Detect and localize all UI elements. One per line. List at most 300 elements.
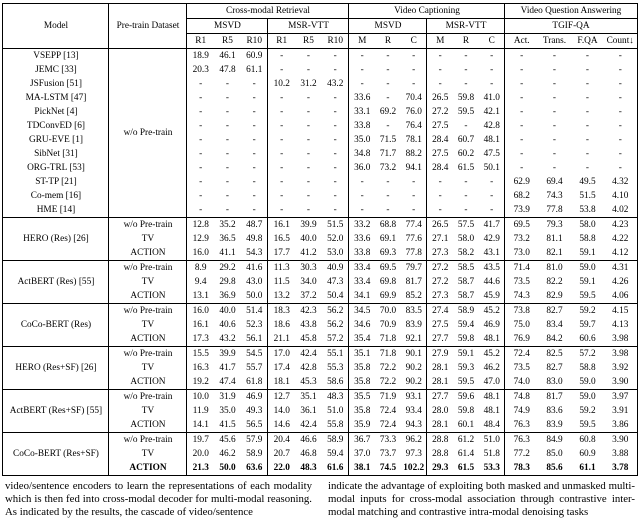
- metric-value-cell: 54.3: [241, 246, 268, 261]
- model-name-cell: SibNet [31]: [3, 147, 109, 161]
- metric-value-cell: 3.78: [612, 463, 629, 473]
- metric-value-cell: 14.1: [192, 420, 209, 430]
- metric-value-cell: 76.4: [401, 119, 427, 133]
- metric-value-cell: 60.8: [579, 435, 596, 445]
- metric-value-cell: 60.7: [457, 135, 475, 145]
- metric-value-cell: 46.2: [219, 449, 236, 459]
- metric-value-cell: 58.9: [322, 433, 349, 448]
- metric-value-cell: 71.7: [379, 149, 397, 159]
- table-row: [3, 218, 637, 233]
- metric-value-cell: 43.5: [479, 261, 505, 276]
- metric-value-cell: 50.4: [322, 289, 349, 304]
- metric-value-cell: -: [585, 51, 590, 61]
- metric-value-cell: 11.5: [273, 277, 290, 287]
- metric-value-cell: -: [585, 79, 590, 89]
- metric-value-cell: -: [479, 63, 505, 77]
- metric-value-cell: 11.3: [273, 263, 290, 273]
- metric-value-cell: 42.8: [300, 363, 317, 373]
- model-name-cell: Co-mem [16]: [3, 189, 109, 203]
- metric-value-cell: -: [401, 203, 427, 218]
- metric-value-cell: 76.3: [513, 420, 530, 430]
- metric-value-cell: -: [306, 205, 311, 215]
- metric-value-cell: 41.6: [241, 261, 268, 276]
- metric-value-cell: 17.4: [273, 363, 290, 373]
- metric-value-cell: 28.8: [432, 449, 449, 459]
- metric-value-cell: 35.0: [354, 135, 371, 145]
- metric-value-cell: -: [520, 93, 524, 103]
- metric-value-cell: 78.3: [513, 463, 530, 473]
- metric-value-cell: 42.8: [479, 119, 505, 133]
- metric-value-cell: -: [438, 65, 442, 75]
- metric-value-cell: 35.4: [354, 334, 371, 344]
- metric-value-cell: 68.2: [513, 191, 530, 201]
- metric-value-cell: 27.4: [432, 306, 449, 316]
- metric-value-cell: 4.32: [612, 177, 629, 187]
- pretrain-cell: TV: [109, 361, 187, 375]
- header-metric: F.QA: [571, 34, 604, 49]
- metric-value-cell: 4.13: [612, 320, 629, 330]
- metric-value-cell: 45.6: [219, 435, 236, 445]
- metric-value-cell: 48.1: [479, 332, 505, 347]
- metric-value-cell: 71.5: [379, 135, 397, 145]
- pretrain-cell: ACTION: [109, 246, 187, 261]
- metric-value-cell: -: [520, 135, 524, 145]
- metric-value-cell: 4.15: [612, 306, 629, 316]
- metric-value-cell: 27.2: [432, 277, 449, 287]
- metric-value-cell: 35.2: [219, 220, 236, 230]
- metric-value-cell: 35.5: [354, 392, 371, 402]
- metric-value-cell: -: [386, 93, 390, 103]
- model-name-cell: HERO (Res) [26]: [3, 218, 109, 261]
- metric-value-cell: -: [322, 49, 349, 64]
- metric-value-cell: -: [199, 135, 203, 145]
- metric-value-cell: -: [199, 163, 203, 173]
- metric-value-cell: 34.5: [354, 306, 371, 316]
- metric-value-cell: -: [280, 65, 284, 75]
- model-name-cell: HERO (Res+SF) [26]: [3, 347, 109, 390]
- metric-value-cell: 4.10: [612, 191, 629, 201]
- model-name-cell: ORG-TRL [53]: [3, 161, 109, 175]
- metric-value-cell: 50.0: [241, 289, 268, 304]
- metric-value-cell: -: [322, 161, 349, 175]
- header-metric: R1: [187, 34, 214, 49]
- pretrain-cell: TV: [109, 447, 187, 461]
- metric-value-cell: 59.8: [457, 334, 475, 344]
- metric-value-cell: 59.1: [579, 277, 596, 287]
- metric-value-cell: -: [552, 93, 557, 103]
- metric-value-cell: 69.9: [379, 291, 397, 301]
- metric-value-cell: 58.9: [457, 306, 475, 316]
- metric-value-cell: 59.1: [579, 248, 596, 258]
- metric-value-cell: 37.0: [354, 449, 371, 459]
- metric-value-cell: -: [479, 49, 505, 64]
- metric-value-cell: 29.2: [219, 263, 236, 273]
- metric-value-cell: -: [438, 205, 442, 215]
- header-metric: R: [453, 34, 479, 49]
- metric-value-cell: -: [322, 63, 349, 77]
- metric-value-cell: -: [322, 203, 349, 218]
- header-model: Model: [3, 4, 109, 49]
- metric-value-cell: -: [618, 149, 622, 159]
- metric-value-cell: 59.2: [579, 306, 596, 316]
- metric-value-cell: 58.7: [457, 277, 475, 287]
- table-row: [3, 77, 637, 91]
- paper-page: [0, 3, 640, 518]
- metric-value-cell: 94.3: [401, 418, 427, 433]
- metric-value-cell: -: [464, 79, 468, 89]
- metric-value-cell: 72.4: [379, 406, 397, 416]
- metric-value-cell: 33.4: [354, 277, 371, 287]
- metric-value-cell: -: [585, 93, 590, 103]
- metric-value-cell: -: [386, 121, 390, 131]
- pretrain-cell: w/o Pre-train: [109, 49, 187, 218]
- metric-value-cell: 69.3: [379, 248, 397, 258]
- metric-value-cell: -: [280, 163, 284, 173]
- metric-value-cell: -: [306, 191, 311, 201]
- metric-value-cell: 59.5: [457, 107, 475, 117]
- table-row: [3, 304, 637, 319]
- metric-value-cell: 60.6: [579, 334, 596, 344]
- header-pretrain: Pre-train Dataset: [109, 4, 187, 49]
- metric-value-cell: 71.8: [379, 349, 397, 359]
- metric-value-cell: -: [401, 63, 427, 77]
- metric-value-cell: 76.3: [513, 435, 530, 445]
- metric-value-cell: 3.98: [612, 349, 629, 359]
- metric-value-cell: -: [280, 93, 284, 103]
- metric-value-cell: 20.7: [273, 449, 290, 459]
- metric-value-cell: -: [199, 121, 203, 131]
- metric-value-cell: 28.1: [432, 363, 449, 373]
- metric-value-cell: 3.97: [612, 392, 629, 402]
- metric-value-cell: 11.9: [192, 406, 209, 416]
- metric-value-cell: 39.9: [300, 220, 317, 230]
- metric-value-cell: 83.6: [546, 406, 563, 416]
- metric-value-cell: 46.1: [219, 51, 236, 61]
- metric-value-cell: 48.4: [479, 418, 505, 433]
- metric-value-cell: -: [306, 65, 311, 75]
- table-row: [3, 261, 637, 276]
- metric-value-cell: -: [386, 205, 390, 215]
- metric-value-cell: -: [199, 205, 203, 215]
- metric-value-cell: 76.9: [513, 334, 530, 344]
- metric-value-cell: 28.0: [432, 406, 449, 416]
- metric-value-cell: 63.6: [241, 461, 268, 476]
- metric-value-cell: 73.0: [513, 248, 530, 258]
- metric-value-cell: 48.3: [300, 463, 317, 473]
- metric-value-cell: 35.1: [354, 349, 371, 359]
- metric-value-cell: 58.0: [457, 234, 475, 244]
- metric-value-cell: -: [585, 107, 590, 117]
- metric-value-cell: 76.0: [401, 105, 427, 119]
- metric-value-cell: -: [386, 191, 390, 201]
- metric-value-cell: 47.8: [219, 65, 236, 75]
- metric-value-cell: 83.4: [546, 320, 563, 330]
- header-task-group: Video Captioning: [349, 4, 505, 19]
- metric-value-cell: 12.9: [192, 234, 209, 244]
- metric-value-cell: -: [322, 189, 349, 203]
- metric-value-cell: -: [386, 79, 390, 89]
- model-group: [3, 261, 637, 304]
- metric-value-cell: 3.92: [612, 363, 629, 373]
- metric-value-cell: -: [438, 177, 442, 187]
- metric-value-cell: 13.1: [192, 291, 209, 301]
- metric-value-cell: 59.5: [579, 420, 596, 430]
- model-name-cell: ST-TP [21]: [3, 175, 109, 189]
- metric-value-cell: 21.3: [192, 463, 209, 473]
- metric-value-cell: -: [552, 121, 557, 131]
- metric-value-cell: 59.2: [579, 406, 596, 416]
- metric-value-cell: -: [241, 133, 268, 147]
- metric-value-cell: 82.1: [546, 248, 563, 258]
- metric-value-cell: -: [438, 79, 442, 89]
- metric-value-cell: -: [225, 107, 230, 117]
- metric-value-cell: -: [322, 175, 349, 189]
- metric-value-cell: 82.7: [546, 306, 563, 316]
- metric-value-cell: 34.0: [300, 277, 317, 287]
- metric-value-cell: 49.3: [241, 404, 268, 418]
- metric-value-cell: 59.8: [457, 93, 475, 103]
- metric-value-cell: -: [199, 149, 203, 159]
- metric-value-cell: -: [520, 163, 524, 173]
- metric-value-cell: 43.1: [479, 246, 505, 261]
- metric-value-cell: 39.9: [219, 349, 236, 359]
- metric-value-cell: -: [520, 149, 524, 159]
- metric-value-cell: -: [618, 107, 622, 117]
- baseline-group: [3, 49, 637, 218]
- metric-value-cell: 28.4: [432, 163, 449, 173]
- metric-value-cell: -: [306, 121, 311, 131]
- metric-value-cell: 59.7: [579, 320, 596, 330]
- metric-value-cell: 72.2: [379, 377, 397, 387]
- metric-value-cell: 9.4: [194, 277, 207, 287]
- metric-value-cell: 57.2: [322, 332, 349, 347]
- metric-value-cell: 57.9: [241, 433, 268, 448]
- metric-value-cell: 71.9: [379, 392, 397, 402]
- metric-value-cell: 62.9: [513, 177, 530, 187]
- model-name-cell: GRU-EVE [1]: [3, 133, 109, 147]
- metric-value-cell: 68.8: [379, 220, 397, 230]
- pretrain-cell: w/o Pre-train: [109, 347, 187, 362]
- metric-value-cell: 93.1: [401, 390, 427, 405]
- metric-value-cell: 56.1: [241, 332, 268, 347]
- metric-value-cell: -: [401, 175, 427, 189]
- metric-value-cell: -: [360, 177, 364, 187]
- metric-value-cell: 55.7: [241, 361, 268, 375]
- model-group: [3, 304, 637, 347]
- metric-value-cell: -: [322, 105, 349, 119]
- metric-value-cell: 19.7: [192, 435, 209, 445]
- metric-value-cell: 84.9: [546, 435, 563, 445]
- metric-value-cell: -: [464, 205, 468, 215]
- pretrain-cell: w/o Pre-train: [109, 218, 187, 233]
- model-name-cell: MA-LSTM [47]: [3, 91, 109, 105]
- metric-value-cell: 73.5: [513, 277, 530, 287]
- metric-value-cell: 81.1: [546, 234, 563, 244]
- metric-value-cell: 79.7: [401, 261, 427, 276]
- model-group: [3, 218, 637, 261]
- metric-value-cell: 58.8: [579, 363, 596, 373]
- metric-value-cell: 71.8: [379, 334, 397, 344]
- metric-value-cell: 37.2: [300, 291, 317, 301]
- metric-value-cell: 33.8: [354, 121, 371, 131]
- metric-value-cell: 27.9: [432, 349, 449, 359]
- model-group: [3, 433, 637, 476]
- metric-value-cell: 41.0: [479, 91, 505, 105]
- metric-value-cell: 73.8: [513, 306, 530, 316]
- table-row: [3, 63, 637, 77]
- header-task-group: Cross-modal Retrieval: [187, 4, 349, 19]
- metric-value-cell: 60.9: [579, 449, 596, 459]
- metric-value-cell: 72.4: [379, 420, 397, 430]
- metric-value-cell: 83.5: [401, 304, 427, 319]
- metric-value-cell: 59.1: [457, 349, 475, 359]
- metric-value-cell: 33.8: [354, 248, 371, 258]
- metric-value-cell: 28.1: [432, 420, 449, 430]
- metric-value-cell: 29.8: [219, 277, 236, 287]
- header-metric: R5: [295, 34, 322, 49]
- text-column-left: video/sentence encoders to learn the representations of each modality which is then fed into cross-modal decoder for multi-modal reasoning. As indicated by the results, the cascade of video/sentence: [5, 480, 312, 518]
- metric-value-cell: 72.4: [513, 349, 530, 359]
- metric-value-cell: 33.1: [354, 107, 371, 117]
- metric-value-cell: 3.90: [612, 377, 629, 387]
- metric-value-cell: 61.1: [579, 463, 596, 473]
- model-group: [3, 390, 637, 433]
- metric-value-cell: 20.3: [192, 65, 209, 75]
- metric-value-cell: 41.1: [219, 248, 236, 258]
- table-row: [3, 347, 637, 362]
- header-metric: R10: [322, 34, 349, 49]
- metric-value-cell: 61.4: [457, 449, 475, 459]
- header-dataset: MSVD: [349, 19, 427, 34]
- metric-value-cell: 18.3: [273, 306, 290, 316]
- metric-value-cell: 51.0: [479, 433, 505, 448]
- metric-value-cell: 27.2: [432, 107, 449, 117]
- metric-value-cell: 77.8: [401, 246, 427, 261]
- metric-value-cell: 13.2: [273, 291, 290, 301]
- table-row: [3, 161, 637, 175]
- metric-value-cell: -: [520, 79, 524, 89]
- metric-value-cell: -: [520, 121, 524, 131]
- metric-value-cell: 33.6: [354, 234, 371, 244]
- metric-value-cell: 82.7: [546, 363, 563, 373]
- metric-value-cell: 55.3: [322, 361, 349, 375]
- metric-value-cell: 40.0: [300, 234, 317, 244]
- header-dataset: TGIF-QA: [505, 19, 637, 34]
- metric-value-cell: -: [618, 135, 622, 145]
- metric-value-cell: 73.3: [379, 435, 397, 445]
- metric-value-cell: 46.9: [241, 390, 268, 405]
- model-name-cell: HME [14]: [3, 203, 109, 218]
- metric-value-cell: 29.3: [432, 463, 449, 473]
- metric-value-cell: 10.2: [273, 79, 290, 89]
- metric-value-cell: 74.3: [546, 191, 563, 201]
- header-metric: C: [479, 34, 505, 49]
- metric-value-cell: 50.1: [479, 161, 505, 175]
- metric-value-cell: 27.5: [432, 121, 449, 131]
- metric-value-cell: -: [241, 91, 268, 105]
- metric-value-cell: -: [199, 107, 203, 117]
- metric-value-cell: -: [585, 149, 590, 159]
- metric-value-cell: 34.8: [354, 149, 371, 159]
- metric-value-cell: -: [225, 163, 230, 173]
- metric-value-cell: 82.9: [546, 291, 563, 301]
- metric-value-cell: 77.6: [401, 232, 427, 246]
- pretrain-cell: TV: [109, 275, 187, 289]
- pretrain-cell: w/o Pre-train: [109, 390, 187, 405]
- metric-value-cell: 61.1: [241, 63, 268, 77]
- metric-value-cell: 48.1: [479, 404, 505, 418]
- metric-value-cell: -: [225, 177, 230, 187]
- metric-value-cell: -: [552, 51, 557, 61]
- metric-value-cell: 4.06: [612, 291, 629, 301]
- metric-value-cell: -: [199, 93, 203, 103]
- metric-value-cell: -: [618, 79, 622, 89]
- metric-value-cell: 51.0: [322, 404, 349, 418]
- metric-value-cell: 60.1: [457, 420, 475, 430]
- page-body-text: [5, 480, 635, 518]
- metric-value-cell: 70.0: [379, 306, 397, 316]
- metric-value-cell: -: [199, 177, 203, 187]
- metric-value-cell: -: [618, 121, 622, 131]
- metric-value-cell: -: [322, 91, 349, 105]
- metric-value-cell: 59.5: [579, 291, 596, 301]
- metric-value-cell: -: [386, 65, 390, 75]
- metric-value-cell: 36.5: [219, 234, 236, 244]
- metric-value-cell: 97.3: [401, 447, 427, 461]
- metric-value-cell: 27.3: [432, 248, 449, 258]
- metric-value-cell: -: [360, 79, 364, 89]
- metric-value-cell: -: [280, 51, 284, 61]
- metric-value-cell: -: [464, 65, 468, 75]
- pretrain-cell: ACTION: [109, 375, 187, 390]
- metric-value-cell: -: [306, 51, 311, 61]
- metric-value-cell: -: [438, 51, 442, 61]
- metric-value-cell: 69.5: [379, 263, 397, 273]
- metric-value-cell: 42.4: [300, 420, 317, 430]
- metric-value-cell: 35.8: [354, 377, 371, 387]
- pretrain-cell: ACTION: [109, 418, 187, 433]
- header-metric: C: [401, 34, 427, 49]
- metric-value-cell: 90.2: [401, 375, 427, 390]
- metric-value-cell: 47.3: [322, 275, 349, 289]
- pretrain-cell: TV: [109, 232, 187, 246]
- header-metric: R1: [268, 34, 295, 49]
- metric-value-cell: 31.9: [219, 392, 236, 402]
- metric-value-cell: 56.2: [322, 318, 349, 332]
- metric-value-cell: 45.2: [479, 304, 505, 319]
- metric-value-cell: 73.2: [379, 163, 397, 173]
- metric-value-cell: 36.0: [354, 163, 371, 173]
- metric-value-cell: -: [386, 177, 390, 187]
- metric-value-cell: 74.3: [513, 291, 530, 301]
- header-metric: R: [375, 34, 401, 49]
- table-row: [3, 133, 637, 147]
- metric-value-cell: 49.5: [579, 177, 596, 187]
- metric-value-cell: -: [552, 79, 557, 89]
- metric-value-cell: -: [552, 149, 557, 159]
- metric-value-cell: 77.4: [401, 218, 427, 233]
- metric-value-cell: 58.8: [579, 234, 596, 244]
- metric-value-cell: 92.1: [401, 332, 427, 347]
- metric-value-cell: 4.31: [612, 263, 629, 273]
- metric-value-cell: 79.3: [546, 220, 563, 230]
- metric-value-cell: -: [401, 189, 427, 203]
- model-name-cell: VSEPP [13]: [3, 49, 109, 64]
- metric-value-cell: 30.3: [300, 263, 317, 273]
- header-dataset: MSR-VTT: [268, 19, 349, 34]
- metric-value-cell: -: [479, 189, 505, 203]
- header-dataset: MSR-VTT: [427, 19, 505, 34]
